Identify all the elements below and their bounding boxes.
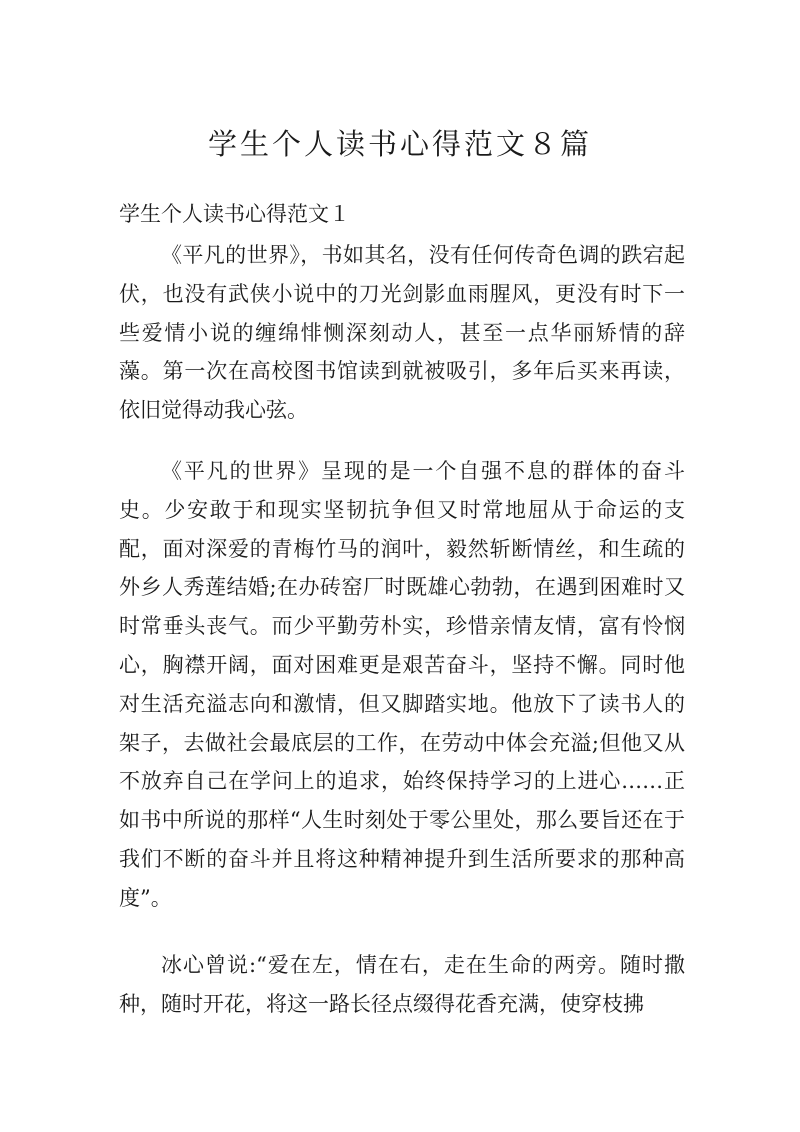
paragraph-1: 《平凡的世界》，书如其名，没有任何传奇色调的跌宕起伏，也没有武侠小说中的刀光剑影血雨腥风，更没有时下一些爱情小说的缠绵悱恻深刻动人，甚至一点华丽矫情的辞藻。第一次在高校图书馆读到就被吸引，多年后买来再读，依旧觉得动我心弦。: [119, 243, 685, 423]
document-title: 学生个人读书心得范文８篇: [207, 127, 592, 161]
section-heading: 学生个人读书心得范文１: [119, 202, 350, 226]
paragraph-2: 《平凡的世界》呈现的是一个自强不息的群体的奋斗史。少安敢于和现实坚韧抗争但又时常地屈从于命运的支配，面对深爱的青梅竹马的润叶，毅然斩断情丝，和生疏的外乡人秀莲结婚;在办砖窑厂时既雄心勃勃，在遇到困难时又时常垂头丧气。而少平勤劳朴实，珍惜亲情友情，富有怜悯心，胸襟开阔，面对困难更是艰苦奋斗，坚持不懈。同时他对生活充溢志向和激情，但又脚踏实地。他放下了读书人的架子，去做社会最底层的工作，在劳动中体会充溢;但他又从不放弃自己在学问上的追求，始终保持学习的上进心……正如书中所说的那样“人生时刻处于零公里处，那么要旨还在于我们不断的奋斗并且将这种精神提升到生活所要求的那种高度”。: [119, 459, 685, 910]
paragraph-3: 冰心曾说:“爱在左，情在右，走在生命的两旁。随时撒种，随时开花，将这一路长径点缀得花香充满，使穿枝拂: [119, 953, 685, 1016]
